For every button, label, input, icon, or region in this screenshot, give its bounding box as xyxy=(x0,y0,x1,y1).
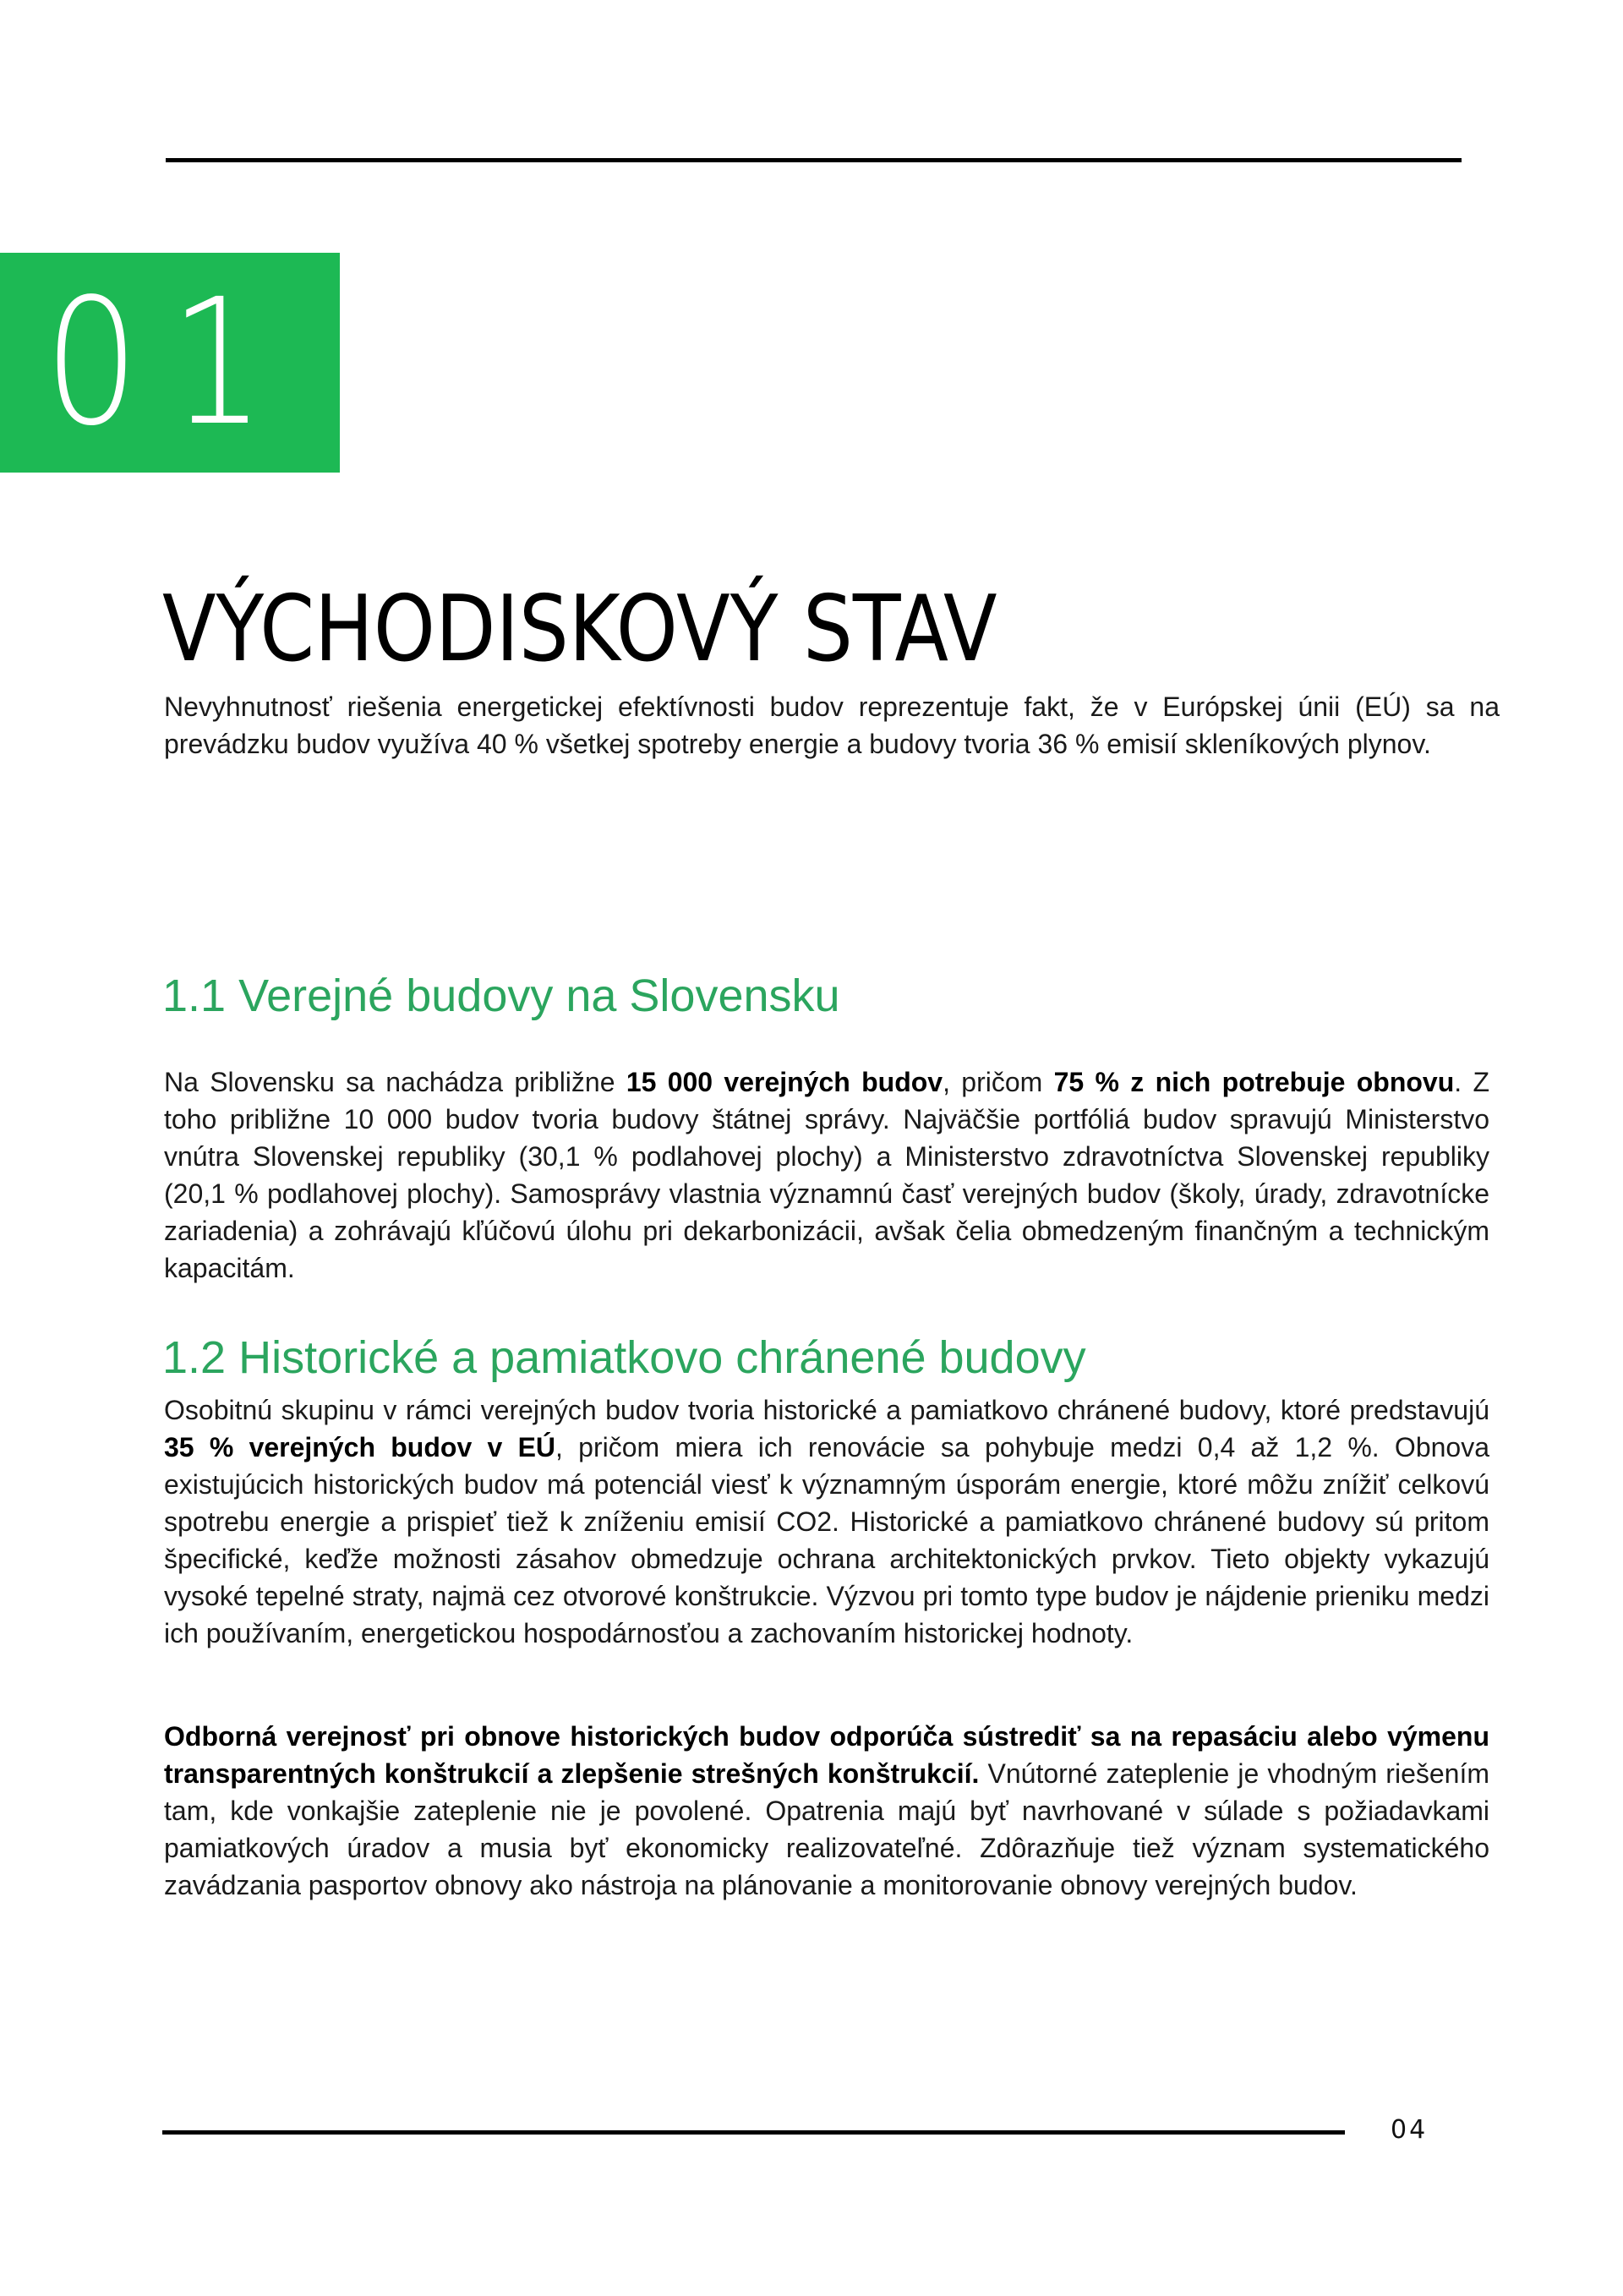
section-1-2-paragraph-2 xyxy=(164,1718,1489,1904)
text-segment: Osobitnú skupinu v rámci verejných budov tvoria historické a pamiatkovo chránené budovy, ktoré predstavujú xyxy=(164,1395,1489,1425)
footer-divider-rule xyxy=(162,2130,1345,2135)
section-1-1-paragraph xyxy=(164,1063,1489,1287)
bold-text-segment: 35 % verejných budov v EÚ xyxy=(164,1432,556,1462)
bold-text-segment: 15 000 verejných budov xyxy=(626,1067,943,1097)
section-heading-1-1: 1.1 Verejné budovy na Slovensku xyxy=(162,970,840,1021)
section-heading-1-2: 1.2 Historické a pamiatkovo chránené budovy xyxy=(162,1332,1086,1383)
page-title: VÝCHODISKOVÝ STAV xyxy=(162,577,997,682)
intro-paragraph: Nevyhnutnosť riešenia energetickej efektívnosti budov reprezentuje fakt, že v Európskej únii (EÚ) sa na prevádzku budov využíva 40 % všetkej spotreby energie a budovy tvoria 36 % emisií skleníkových plynov. xyxy=(164,692,1500,759)
text-segment: Na Slovensku sa nachádza približne xyxy=(164,1067,626,1097)
bold-text-segment: Odborná verejnosť pri obnove historických budov odporúča sústrediť sa na repasáciu alebo výmenu transparentných konštrukcií a zlepšenie strešných konštrukcií. xyxy=(164,1721,1489,1789)
text-segment: , pričom miera ich renovácie sa pohybuje medzi 0,4 až 1,2 %. Obnova existujúcich historických budov má potenciál viesť k významným úsporám energie, ktoré môžu znížiť celkovú spotrebu energie a prispieť tiež k zníženiu emisií CO2. Historické a pamiatkovo chránené budovy sú pritom špecifické, keďže možnosti zásahov obmedzuje ochrana architektonických prvkov. Tieto objekty vykazujú vysoké tepelné straty, najmä cez otvorové konštrukcie. Výzvou pri tomto type budov je nájdenie prieniku medzi ich používaním, energetickou hospodárnosťou a zachovaním historickej hodnoty. xyxy=(164,1432,1490,1648)
text-segment: . Z toho približne 10 000 budov tvoria budovy štátnej správy. Najväčšie portfóliá budov spravujú Ministerstvo vnútra Slovenskej republiky (30,1 % podlahovej plochy) a Ministerstvo zdravotníctva Slovenskej republiky (20,1 % podlahovej plochy). Samosprávy vlastnia významnú časť verejných budov (školy, úrady, zdravotnícke zariadenia) a zohrávajú kľúčovú úlohu pri dekarbonizácii, avšak čelia obmedzeným finančným a technickým kapacitám. xyxy=(164,1067,1490,1283)
section-1-2-paragraph-1 xyxy=(164,1391,1489,1652)
text-segment: Vnútorné zateplenie je vhodným riešením tam, kde vonkajšie zateplenie nie je povolené. Opatrenia majú byť navrhované v súlade s požiadavkami pamiatkových úradov a musia byť ekonomicky realizovateľné. Zdôrazňuje tiež význam systematického zavádzania pasportov obnovy ako nástroja na plánovanie a monitorovanie obnovy verejných budov. xyxy=(164,1758,1490,1900)
top-divider-rule xyxy=(166,158,1462,162)
chapter-number: 01 xyxy=(44,261,296,464)
text-segment: , pričom xyxy=(943,1067,1054,1097)
chapter-number-badge xyxy=(0,253,340,473)
bold-text-segment: 75 % z nich potrebuje obnovu xyxy=(1053,1067,1455,1097)
page-number: 04 xyxy=(1391,2115,1429,2145)
